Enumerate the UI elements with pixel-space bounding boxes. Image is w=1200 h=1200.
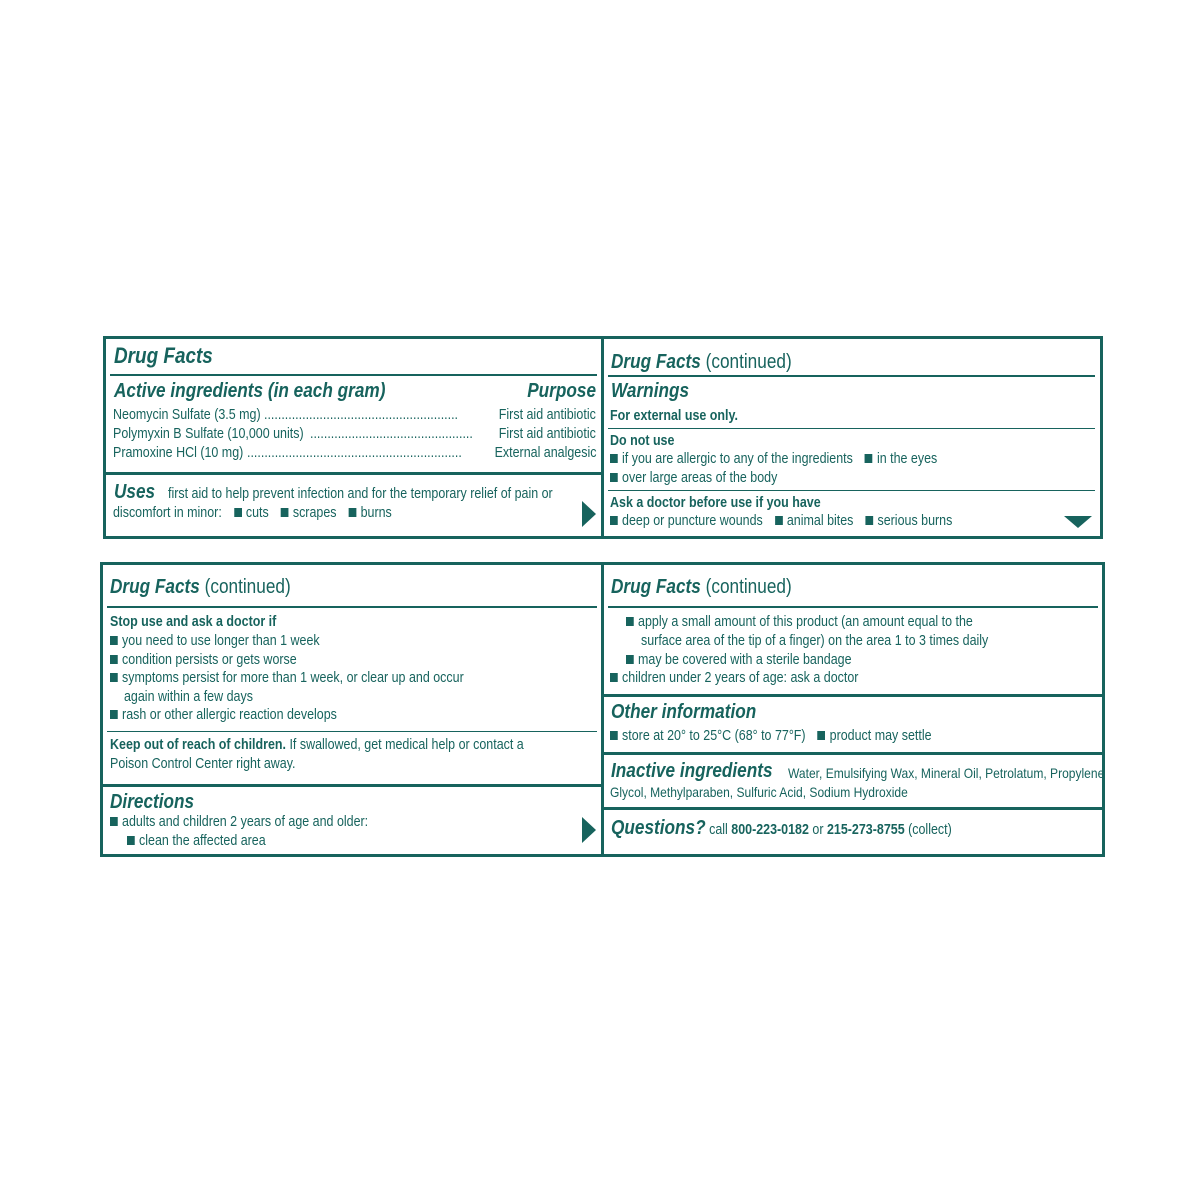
bullet-icon (234, 508, 242, 517)
stop-item (110, 706, 337, 724)
stop-item-text: symptoms persist for more than 1 week, or clear up and occur (122, 670, 464, 686)
bullet-icon (775, 516, 783, 525)
directions-item (610, 669, 858, 687)
stop-use-heading: Stop use and ask a doctor if (110, 614, 277, 630)
questions-or: or (812, 822, 824, 838)
ask-doctor-rule (608, 490, 1095, 491)
do-not-use-item: in the eyes (876, 451, 938, 467)
ask-doctor-line (610, 512, 952, 530)
stop-item (110, 632, 320, 650)
bullet-icon (610, 731, 618, 740)
bullet-icon (865, 454, 873, 463)
bottom-center-divider (601, 562, 604, 857)
bullet-icon (281, 508, 289, 517)
ask-item: animal bites (786, 513, 854, 529)
bullet-icon (127, 836, 135, 845)
bullet-icon (626, 655, 634, 664)
continue-down-arrow-icon (1064, 516, 1092, 528)
do-not-use-line2 (610, 469, 777, 487)
continue-arrow-icon (582, 501, 596, 527)
bullet-icon (610, 673, 618, 682)
continued-label: (continued) (705, 351, 792, 373)
panel1-title-rule (110, 374, 597, 376)
stop-item (110, 669, 464, 687)
keep-out-line2: Poison Control Center right away. (110, 756, 296, 772)
bullet-icon (610, 473, 618, 482)
panel1-title: Drug Facts (114, 343, 213, 368)
questions-collect: (collect) (908, 822, 952, 838)
keep-out-rule (107, 731, 597, 732)
stop-item-text: you need to use longer than 1 week (122, 633, 320, 649)
uses-text-line2 (113, 504, 392, 522)
bullet-icon (610, 454, 618, 463)
other-info-item: product may settle (829, 728, 932, 744)
other-info-line (610, 727, 932, 745)
questions-line (611, 816, 952, 840)
uses-heading: Uses (114, 481, 156, 503)
bullet-icon (110, 817, 118, 826)
ingredient-purpose: First aid antibiotic (498, 407, 596, 423)
panel2-title-text: Drug Facts (611, 351, 701, 373)
inactive-heading: Inactive ingredients (611, 760, 773, 782)
directions-item (110, 813, 368, 831)
other-info-item: store at 20° to 25°C (68° to 77°F) (622, 728, 806, 744)
inactive-text-line1: Water, Emulsifying Wax, Mineral Oil, Petrolatum, Propylene (788, 765, 1105, 781)
do-not-use-item: over large areas of the body (622, 470, 778, 486)
ask-doctor-heading: Ask a doctor before use if you have (610, 495, 821, 511)
panel4-title-rule (608, 606, 1098, 608)
do-not-use-line1 (610, 450, 937, 468)
directions-item-text: adults and children 2 years of age and older: (122, 814, 369, 830)
directions-item-text: may be covered with a sterile bandage (638, 652, 852, 668)
ingredient-name: Polymyxin B Sulfate (10,000 units) (113, 426, 304, 442)
keep-out-text: If swallowed, get medical help or contact a (289, 737, 524, 753)
uses-text-line1: first aid to help prevent infection and for the temporary relief of pain or (168, 486, 553, 502)
other-info-heading: Other information (611, 701, 757, 723)
directions-heading: Directions (110, 791, 195, 813)
stop-item-text: condition persists or gets worse (122, 652, 297, 668)
use-item: burns (360, 505, 392, 521)
top-center-divider (601, 336, 604, 539)
directions-item-text: apply a small amount of this product (an amount equal to the (638, 614, 973, 630)
use-item: scrapes (292, 505, 337, 521)
bullet-icon (349, 508, 357, 517)
ingredient-purpose: External analgesic (494, 445, 596, 461)
stop-item (110, 651, 297, 669)
directions-subitem-continued: surface area of the tip of a finger) on the area 1 to 3 times daily (641, 633, 989, 649)
do-not-use-heading: Do not use (610, 433, 675, 449)
phone-number: 215-273-8755 (826, 822, 905, 838)
keep-out-line1 (110, 736, 524, 754)
panel3-title-rule (107, 606, 597, 608)
keep-out-bold: Keep out of reach of children. (110, 737, 286, 753)
ask-item: serious burns (877, 513, 953, 529)
directions-item-text: children under 2 years of age: ask a doctor (622, 670, 859, 686)
panel3-title-text: Drug Facts (110, 576, 200, 598)
ingredient-leader: ........................................................ (264, 407, 459, 423)
questions-call: call (709, 822, 728, 838)
ingredient-leader: .............................................................. (247, 445, 462, 461)
continued-label: (continued) (705, 576, 792, 598)
external-use-text: For external use only. (610, 408, 738, 424)
panel4-title (611, 575, 792, 599)
directions-item-text: clean the affected area (139, 833, 266, 849)
ingredient-name: Pramoxine HCl (10 mg) (113, 445, 244, 461)
questions-heading: Questions? (611, 817, 706, 839)
ingredient-leader: ............................................... (310, 426, 473, 442)
ask-item: deep or puncture wounds (622, 513, 763, 529)
ingredient-purpose: First aid antibiotic (498, 426, 596, 442)
active-ingredients-heading: Active ingredients (in each gram) (114, 380, 386, 402)
bullet-icon (610, 516, 618, 525)
do-not-use-rule (608, 428, 1095, 429)
panel4-title-text: Drug Facts (611, 576, 701, 598)
ingredient-name: Neomycin Sulfate (3.5 mg) (113, 407, 261, 423)
stop-item-continued: again within a few days (124, 689, 253, 705)
continued-label: (continued) (204, 576, 291, 598)
phone-number: 800-223-0182 (731, 822, 809, 838)
panel2-title (611, 350, 792, 374)
uses-text: discomfort in minor: (113, 505, 222, 521)
other-info-rule (603, 694, 1103, 697)
panel2-title-rule (608, 375, 1095, 377)
inactive-rule (603, 752, 1103, 755)
directions-subitem (626, 651, 852, 669)
bullet-icon (110, 655, 118, 664)
bullet-icon (110, 673, 118, 682)
purpose-heading: Purpose (527, 380, 596, 402)
panel3-title (110, 575, 291, 599)
questions-rule (603, 807, 1103, 810)
directions-subitem (127, 832, 266, 850)
use-item: cuts (245, 505, 269, 521)
bullet-icon (865, 516, 873, 525)
uses-rule (105, 472, 601, 475)
inactive-text-line2: Glycol, Methylparaben, Sulfuric Acid, Sodium Hydroxide (610, 784, 908, 800)
warnings-heading: Warnings (611, 380, 690, 402)
directions-rule (102, 784, 601, 787)
bullet-icon (110, 636, 118, 645)
bullet-icon (818, 731, 826, 740)
bullet-icon (626, 617, 634, 626)
directions-subitem (626, 613, 973, 631)
bullet-icon (110, 710, 118, 719)
do-not-use-item: if you are allergic to any of the ingredients (622, 451, 853, 467)
stop-item-text: rash or other allergic reaction develops (122, 707, 337, 723)
continue-arrow-icon (582, 817, 596, 843)
